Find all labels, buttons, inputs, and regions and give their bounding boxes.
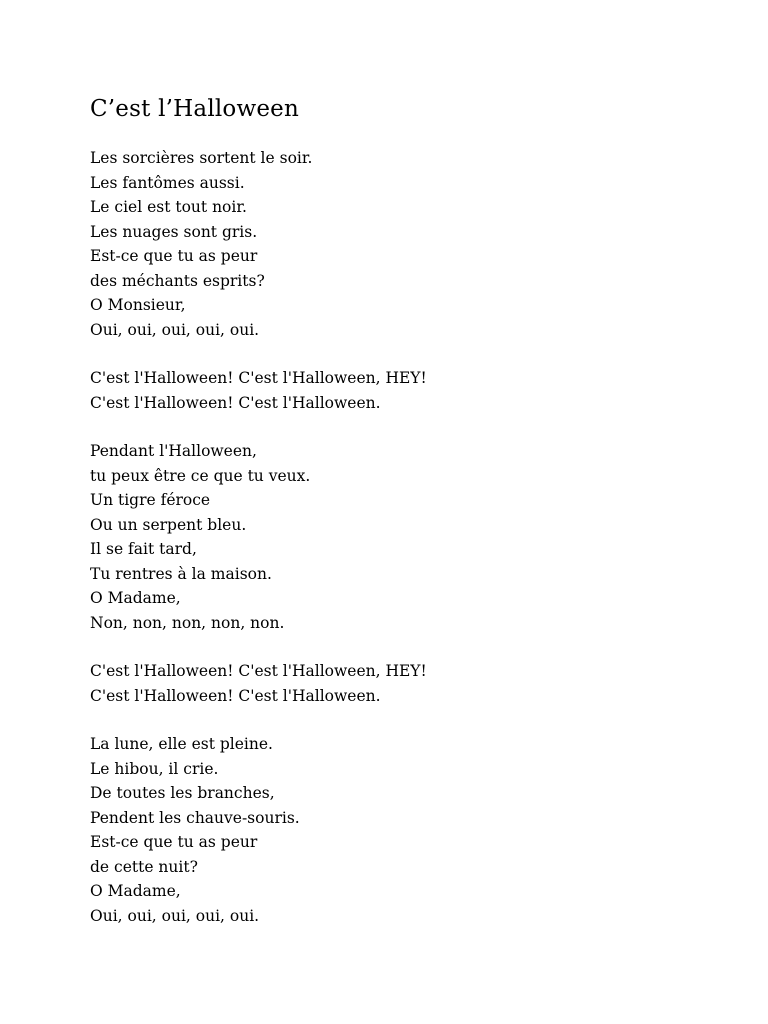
poem-line: Tu rentres à la maison.	[90, 564, 272, 583]
chorus-1	[90, 366, 427, 415]
poem-line: Le hibou, il crie.	[90, 759, 219, 778]
poem-line: Non, non, non, non, non.	[90, 613, 285, 632]
poem-line: Pendant l'Halloween,	[90, 442, 257, 460]
poem-line: Le ciel est tout noir.	[90, 198, 247, 216]
poem-line: Oui, oui, oui, oui, oui.	[90, 320, 260, 339]
poem-line: tu peux être ce que tu veux.	[90, 466, 311, 485]
poem-line: Les fantômes aussi.	[90, 173, 245, 192]
poem-line: C'est l'Halloween! C'est l'Halloween, HEY!	[90, 662, 427, 680]
poem-line: C'est l'Halloween! C'est l'Halloween, HEY!	[90, 369, 427, 387]
poem-line: Ou un serpent bleu.	[90, 515, 247, 534]
poem-line: Un tigre féroce	[90, 491, 211, 509]
poem-line: De toutes les branches,	[90, 784, 275, 802]
poem-line: Les sorcières sortent le soir.	[90, 149, 313, 167]
poem-line: O Madame,	[90, 589, 181, 607]
poem-line: Les nuages sont gris.	[90, 222, 258, 241]
poem-line: Est-ce que tu as peur	[90, 247, 258, 265]
chorus-2	[90, 659, 427, 708]
poem-line: Il se fait tard,	[90, 540, 197, 558]
poem-line: Est-ce que tu as peur	[90, 833, 258, 851]
verse-2	[90, 439, 310, 635]
verse-3	[90, 732, 300, 928]
poem-line: des méchants esprits?	[90, 271, 265, 290]
poem-line: C'est l'Halloween! C'est l'Halloween.	[90, 393, 381, 412]
poem-line: de cette nuit?	[90, 857, 198, 876]
poem-line: O Madame,	[90, 882, 181, 900]
verse-1	[90, 146, 313, 342]
poem-line: Pendent les chauve-souris.	[90, 808, 300, 827]
poem-title: C’est l’Halloween	[90, 96, 299, 122]
poem-line: Oui, oui, oui, oui, oui.	[90, 906, 260, 925]
poem-line: O Monsieur,	[90, 296, 186, 314]
poem-line: C'est l'Halloween! C'est l'Halloween.	[90, 686, 381, 705]
poem-line: La lune, elle est pleine.	[90, 735, 273, 753]
